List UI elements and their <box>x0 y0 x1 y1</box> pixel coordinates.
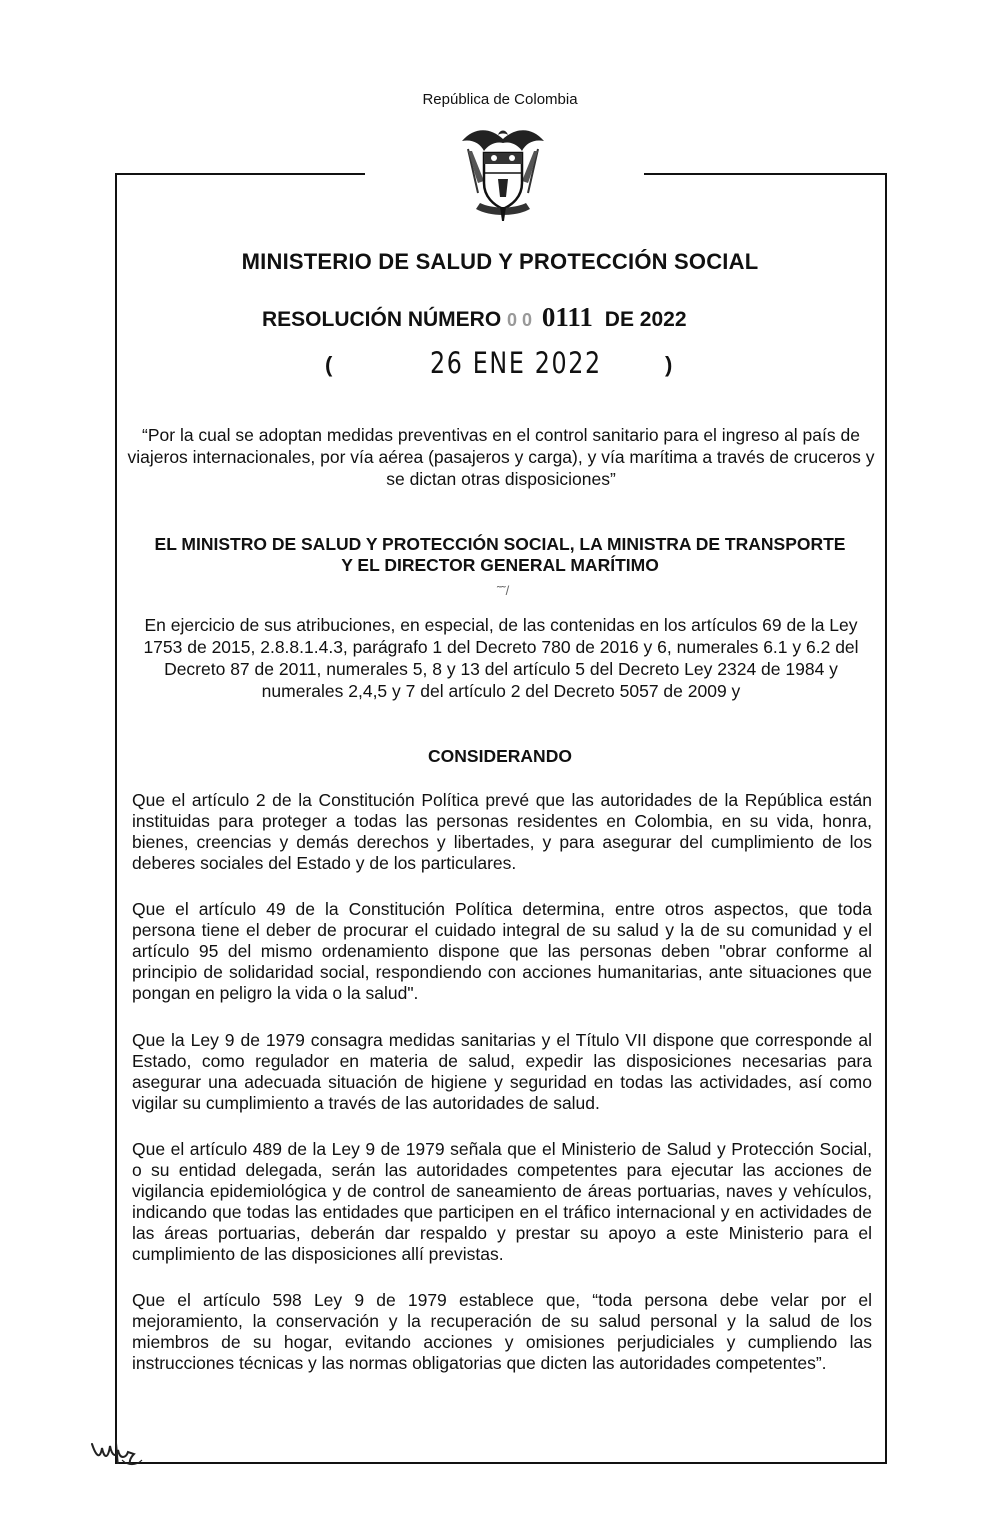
considerando-paragraph: Que la Ley 9 de 1979 consagra medidas sanitarias y el Título VII dispone que corresponde al Estado, como regulador en materia de salud, expedir las disposiciones necesarias para asegurar una adecuada situación de higiene y seguridad en todas las actividades, así como vigilar su cumplimiento a través de las autoridades de salud. <box>132 1030 872 1113</box>
resolution-year: DE 2022 <box>604 308 687 331</box>
country-name: República de Colombia <box>422 91 578 108</box>
resolution-number: 0111 <box>541 302 593 332</box>
date-stamp: 26 ENE 2022 <box>430 346 602 380</box>
considerando-paragraph: Que el artículo 2 de la Constitución Política prevé que las autoridades de la República están instituidas para proteger a todas las personas residentes en Colombia, en su vida, honra, bienes, creencias y demás derechos y libertades, y para asegurar del cumplimiento de los deberes sociales del Estado y de los particulares. <box>132 790 872 873</box>
resolution-heading <box>262 302 687 333</box>
date-close-paren: ) <box>665 352 673 377</box>
frame-border-bottom <box>115 1462 887 1464</box>
ministry-heading: MINISTERIO DE SALUD Y PROTECCIÓN SOCIAL <box>241 249 759 274</box>
considerando-heading: CONSIDERANDO <box>428 746 572 766</box>
frame-border-top-right <box>644 173 887 175</box>
frame-border-right <box>885 173 887 1463</box>
considerando-paragraph: Que el artículo 489 de la Ley 9 de 1979 señala que el Ministerio de Salud y Protección Social, o su entidad delegada, serán las autoridades competentes para ejecutar las acciones de vigilancia epidemiológica y de control de saneamiento de áreas portuarias, naves y vehículos, indicando que todas las entidades que participen en el tráfico internacional y en actividades de las áreas portuarias, deberán dar respaldo y prestar su apoyo a este Ministerio para el cumplimiento de las disposiciones allí previstas. <box>132 1139 872 1264</box>
resolution-label: RESOLUCIÓN NÚMERO <box>262 308 502 331</box>
legal-basis-paragraph: En ejercicio de sus atribuciones, en especial, de las contenidas en los artículos 69 de la Ley 1753 de 2015, 2.8.8.1.4.3, parágrafo 1 del Decreto 780 de 2016 y 6, numerales 6.1 y 6.2 del Decreto 87 de 2011, numerales 5, 8 y 13 del artículo 5 del Decreto Ley 2324 de 1984 y numerales 2,4,5 y 7 del artículo 2 del Decreto 5057 de 2009 y <box>143 615 859 701</box>
resolution-prefix: 0 0 <box>507 310 533 330</box>
frame-border-top-left <box>115 173 365 175</box>
frame-border-left <box>115 173 117 1463</box>
signatories-heading: EL MINISTRO DE SALUD Y PROTECCIÓN SOCIAL, LA MINISTRA DE TRANSPORTE Y EL DIRECTOR GENERAL MARÍTIMO <box>154 534 846 575</box>
coat-of-arms-icon <box>454 121 552 223</box>
considerando-paragraph: Que el artículo 598 Ley 9 de 1979 establece que, “toda persona debe velar por el mejoramiento, la conservación y la recuperación de su salud personal y la salud de los miembros de su hogar, evitando acciones y omisiones perjudiciales y cumpliendo las instrucciones técnicas y las normas obligatorias que dicten las autoridades competentes”. <box>132 1290 872 1373</box>
resolution-title: “Por la cual se adoptan medidas preventivas en el control sanitario para el ingreso al país de viajeros internacionales, por vía aérea (pasajeros y carga), y vía marítima a través de cruceros y se dictan otras disposiciones” <box>127 425 875 489</box>
handwritten-initials-icon <box>88 1430 144 1470</box>
date-open-paren: ( <box>325 352 333 377</box>
considerando-paragraph: Que el artículo 49 de la Constitución Política determina, entre otros aspectos, que toda persona tiene el deber de procurar el cuidado integral de su salud y la de su comunidad y el artículo 95 del mismo ordenamiento dispone que las personas deben "obrar conforme al principio de solidaridad social, respondiendo con acciones humanitarias, ante situaciones que pongan en peligro la vida o la salud". <box>132 899 872 1003</box>
handwritten-mark: ˜˜/ <box>497 583 510 598</box>
